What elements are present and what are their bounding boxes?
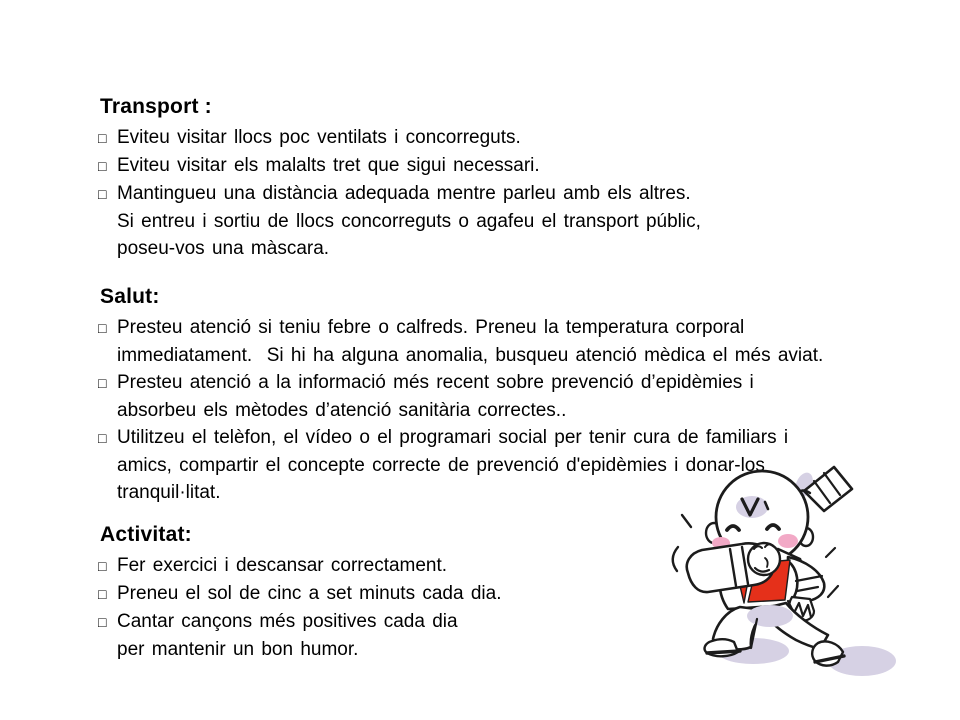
line-text: Cantar cançons més positives cada dia <box>117 611 458 632</box>
text-line <box>98 180 903 208</box>
line-text: Utilitzeu el telèfon, el vídeo o el programari social per tenir cura de familiars i <box>117 427 789 448</box>
bullet-square-icon: □ <box>98 586 107 602</box>
line-text: tranquil·litat. <box>117 482 221 503</box>
text-line <box>98 124 903 152</box>
text-line <box>98 235 903 262</box>
line-text: Preneu el sol de cinc a set minuts cada dia. <box>117 583 502 604</box>
line-text: poseu-vos una màscara. <box>117 238 330 259</box>
topknot-cloth <box>804 467 852 511</box>
bullet-square-icon: □ <box>98 186 107 202</box>
line-text: amics, compartir el concepte correcte de prevenció d'epidèmies i donar-los <box>117 455 765 476</box>
line-text: Mantingueu una distància adequada mentre parleu amb els altres. <box>117 183 691 204</box>
bullet-square-icon: □ <box>98 614 107 630</box>
section-heading: Salut: <box>100 285 160 308</box>
fist <box>748 543 780 575</box>
section-heading: Transport : <box>100 95 212 118</box>
text-line <box>98 342 903 369</box>
bullet-square-icon: □ <box>98 375 107 391</box>
bullet-square-icon: □ <box>98 320 107 336</box>
section <box>98 94 903 262</box>
text-line <box>98 152 903 180</box>
left-sole <box>707 651 740 653</box>
motion-line-shoulder <box>826 548 835 557</box>
line-text: Si entreu i sortiu de llocs concorreguts o agafeu el transport públic, <box>117 211 701 232</box>
motion-line-right <box>828 586 838 597</box>
text-line <box>98 314 903 342</box>
text-line <box>98 369 903 397</box>
bullet-square-icon: □ <box>98 430 107 446</box>
line-text: per mantenir un bon humor. <box>117 639 359 660</box>
bullet-square-icon: □ <box>98 130 107 146</box>
line-text: absorbeu els mètodes d’atenció sanitària correctes.. <box>117 400 567 421</box>
line-text: Eviteu visitar els malalts tret que sigui necessari. <box>117 155 540 176</box>
section-heading: Activitat: <box>100 523 192 546</box>
text-line <box>98 208 903 235</box>
text-line <box>98 424 903 452</box>
text-line <box>98 397 903 424</box>
line-text: Presteu atenció si teniu febre o calfreds. Preneu la temperatura corporal <box>117 317 745 338</box>
line-text: Presteu atenció a la informació més recent sobre prevenció d’epidèmies i <box>117 372 754 393</box>
bullet-square-icon: □ <box>98 158 107 174</box>
crotch-shading <box>747 605 793 627</box>
right-cheek <box>778 534 798 548</box>
section-lines <box>98 124 903 262</box>
motion-arc-left <box>673 547 678 571</box>
line-text: Eviteu visitar llocs poc ventilats i concorreguts. <box>117 127 521 148</box>
motion-line-upper-left <box>682 515 691 527</box>
child-covering-mouth-illustration <box>658 459 958 717</box>
bullet-square-icon: □ <box>98 558 107 574</box>
cartoon-svg <box>658 459 958 717</box>
line-text: Fer exercici i descansar correctament. <box>117 555 448 576</box>
line-text: immediatament. Si hi ha alguna anomalia, busqueu atenció mèdica el més aviat. <box>117 345 824 366</box>
